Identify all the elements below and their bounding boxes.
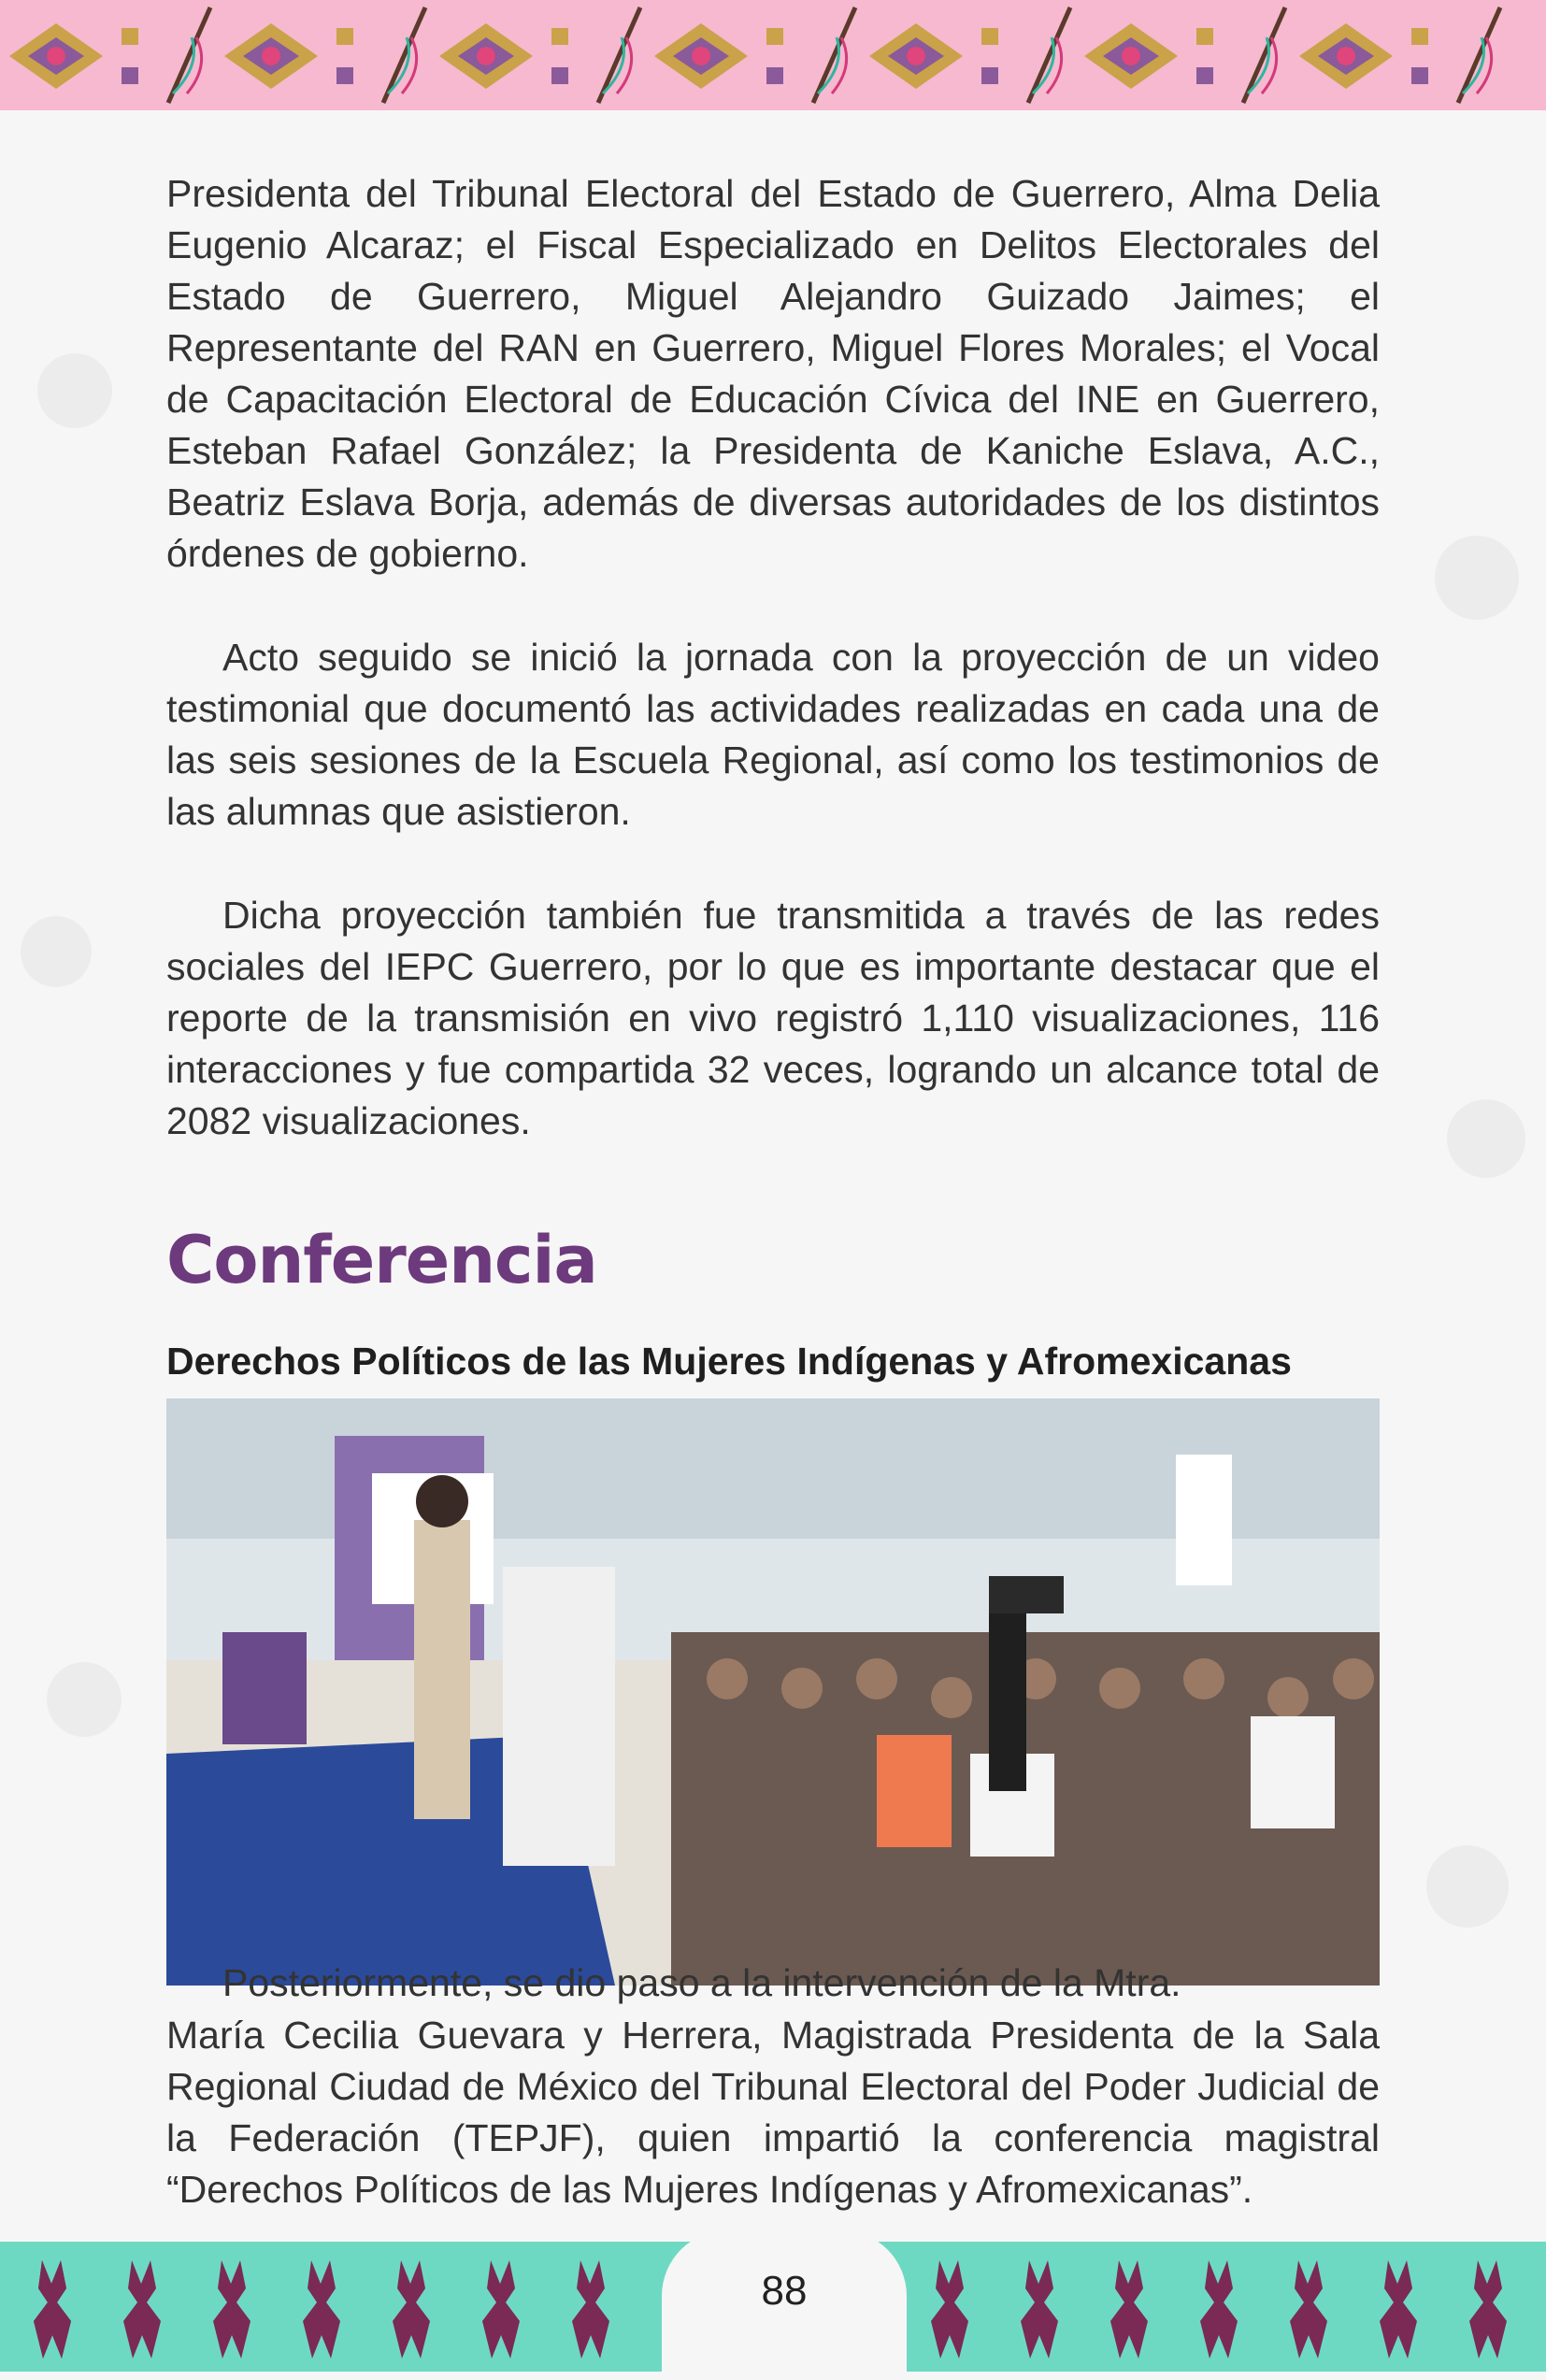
paragraph-transmission: Dicha proyección también fue transmitida a través de las redes sociales del IEPC Guerrero, por lo que es importante destacar que el reporte de la transmisión en vivo registró 1,110 visualizaciones, 116 interacciones y fue compartida 32 veces, logrando un alcance total de 2082 visualizaciones. [166, 894, 1380, 1142]
page-number: 88 [761, 2268, 808, 2314]
paragraph-conference-speaker: María Cecilia Guevara y Herrera, Magistrada Presidenta de la Sala Regional Ciudad de México del Tribunal Electoral del Poder Judicial de la Federación (TEPJF), quien impartió la conferencia magistral “Derechos Políticos de las Mujeres Indígenas y Afromexicanas”. [166, 2014, 1380, 2211]
paragraph-authorities: Presidenta del Tribunal Electoral del Estado de Guerrero, Alma Delia Eugenio Alcaraz; el Fiscal Especializado en Delitos Electorales del Estado de Guerrero, Miguel Alejandro Guizado Jaimes; el Representante del RAN en Guerrero, Miguel Flores Morales; el Vocal de Capacitación Electoral de Educación Cívica del INE en Guerrero, Esteban Rafael González; la Presidenta de Kaniche Eslava, A.C., Beatriz Eslava Borja, además de diversas autoridades de los distintos órdenes de gobierno. [166, 172, 1380, 575]
paragraph-video: Acto seguido se inició la jornada con la proyección de un video testimonial que documentó las actividades realizadas en cada una de las seis sesiones de la Escuela Regional, así como los testimonios de las alumnas que asistieron. [166, 636, 1380, 833]
conference-photo-icon [166, 1398, 1380, 1986]
section-subtitle: Derechos Políticos de las Mujeres Indígenas y Afromexicanas [166, 1340, 1292, 1383]
page-content [166, 168, 1380, 2215]
section-title: Conferencia [166, 1222, 597, 1298]
conference-photo [166, 1398, 1380, 1986]
top-decorative-band [0, 0, 1546, 110]
partially-hidden-line: Posteriormente, se dio paso a la intervención de la Mtra. [222, 1961, 1181, 2004]
embroidery-pattern-icon [0, 0, 1546, 110]
